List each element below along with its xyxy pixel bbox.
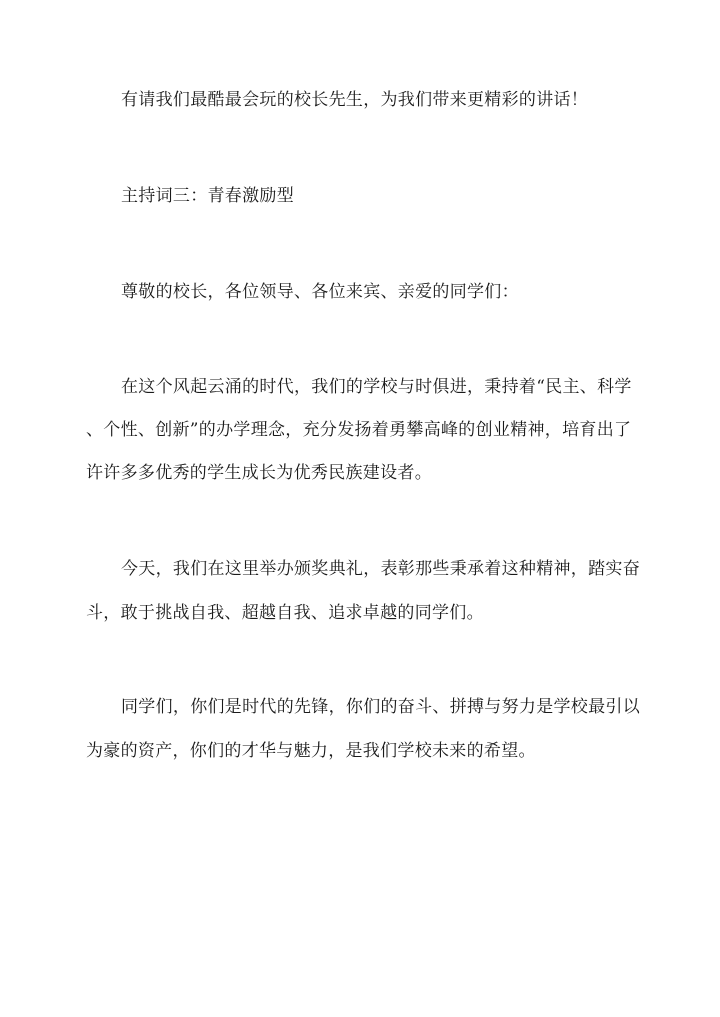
paragraph-era-line-3: 许许多多优秀的学生成长为优秀民族建设者。 <box>86 463 432 483</box>
paragraph-invitation: 有请我们最酷最会玩的校长先生，为我们带来更精彩的讲话！ <box>121 90 589 110</box>
paragraph-era-line-2: 、个性、创新”的办学理念，充分发扬着勇攀高峰的创业精神，培育出了 <box>86 420 632 440</box>
paragraph-era-line-1: 在这个风起云涌的时代，我们的学校与时俱进，秉持着“民主、科学 <box>121 377 632 397</box>
paragraph-students-line-1: 同学们，你们是时代的先锋，你们的奋斗、拼搏与努力是学校最引以 <box>121 697 640 717</box>
paragraph-today-line-2: 斗，敢于挑战自我、超越自我、追求卓越的同学们。 <box>86 603 484 623</box>
section-heading: 主持词三：青春激励型 <box>121 186 294 206</box>
paragraph-today-line-1: 今天，我们在这里举办颁奖典礼，表彰那些秉承着这种精神，踏实奋 <box>121 559 640 579</box>
salutation: 尊敬的校长，各位领导、各位来宾、亲爱的同学们： <box>121 282 519 302</box>
paragraph-students-line-2: 为豪的资产，你们的才华与魅力，是我们学校未来的希望。 <box>86 741 536 761</box>
